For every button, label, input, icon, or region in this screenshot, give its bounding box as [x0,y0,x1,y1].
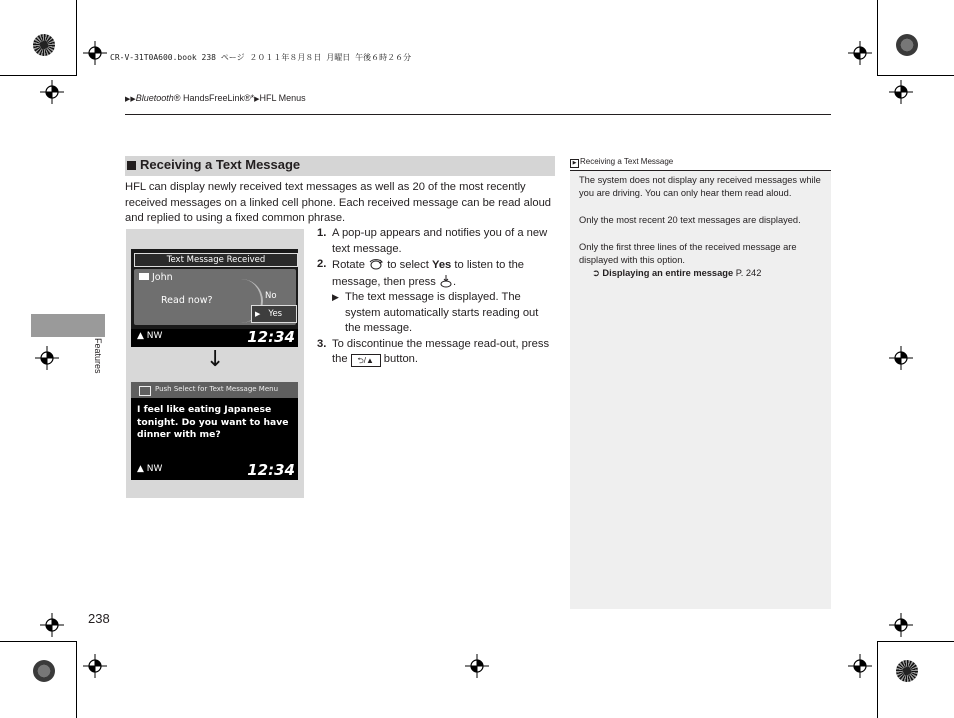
select-press-icon [439,274,453,288]
chapter-label: Features [93,338,103,374]
message-text: I feel like eating Japanese tonight. Do you want to have dinner with me? [137,404,289,441]
color-rosette-bl [33,660,55,682]
print-header: CR-V-31T0A600.book 238 ページ ２０１１年８月８日 月曜日 午後６時２６分 [110,53,412,62]
crop-line [76,641,77,718]
registration-mark-icon [848,654,872,678]
note-paragraph: The system does not display any received messages while you are driving. You can only hear them read aloud. [579,175,821,198]
registration-mark-icon [40,80,64,104]
screen-message-text [131,382,298,480]
select-hint-icon [139,386,151,396]
note-box-header [570,155,831,171]
color-rosette-tl [33,34,55,56]
crop-line [0,641,77,642]
square-bullet-icon [127,161,136,170]
option-yes: ▶ Yes [251,305,297,323]
crop-line [0,75,77,76]
triangle-bullet-icon: ▶▶ [125,96,136,103]
crop-line [877,641,954,642]
hint-text: Push Select for Text Message Menu [155,385,279,393]
clock-readout: 12:34 [247,461,295,479]
read-now-prompt: Read now? [161,295,213,306]
registration-mark-icon [83,654,107,678]
registration-mark-icon [889,346,913,370]
breadcrumb [125,93,306,103]
intro-paragraph: HFL can display newly received text messages as well as 20 of the most recently received messages on a linked cell phone. Each received message can be read aloud and replied to using a fixed common phrase. [125,181,552,225]
section-heading [125,156,555,176]
cross-reference-link[interactable]: ➲ Displaying an entire message P. 242 [592,268,762,278]
pointer-icon: ▶ [255,310,261,318]
compass-arrow-icon: ▲ [137,331,144,341]
chapter-tab [31,314,105,337]
color-rosette-tr [896,34,918,56]
registration-mark-icon [35,346,59,370]
option-no: No [265,291,277,301]
registration-mark-icon [83,41,107,65]
screen-message-received [131,249,298,347]
instruction-steps [317,226,557,368]
breadcrumb-handsfreelink: ® HandsFreeLink®* [173,93,255,103]
breadcrumb-hfl-menus: HFL Menus [259,93,306,103]
step-1: 1. A pop-up appears and notifies you of a new text message. [317,227,548,255]
interface-dial-icon [368,257,384,271]
cross-reference-icon: ➲ [592,268,600,278]
clock-readout: 12:34 [247,328,295,346]
section-title: Receiving a Text Message [140,157,301,172]
header-rule [125,114,831,115]
compass-readout: ▲ NW [137,331,163,341]
step-2: 2. Rotate to select Yes to listen to the message, then press . [317,258,525,288]
step-3: 3. To discontinue the message read-out, press the ⮌/▲ button. [317,337,550,365]
note-paragraph: Only the most recent 20 text messages are displayed. [579,215,801,225]
crop-line [877,75,954,76]
crop-line [76,0,77,76]
mail-icon [139,273,149,280]
registration-mark-icon [465,654,489,678]
crop-line [877,641,878,718]
step-2-result: ▶ The text message is displayed. The system automatically starts reading out the message. [332,291,539,334]
registration-mark-icon [848,41,872,65]
note-box-title: Receiving a Text Message [580,157,674,166]
registration-mark-icon [889,613,913,637]
registration-mark-icon [40,613,64,637]
registration-mark-icon [889,80,913,104]
reference-icon: ▶ [570,159,579,168]
note-box [570,155,831,609]
sender-name: John [139,272,173,283]
color-rosette-br [896,660,918,682]
breadcrumb-bluetooth: Bluetooth [135,93,174,103]
page-number: 238 [88,611,110,626]
compass-arrow-icon: ▲ [137,464,144,474]
note-box-body [579,174,827,280]
screen-illustration [126,229,304,498]
compass-readout: ▲ NW [137,464,163,474]
note-paragraph: Only the first three lines of the received message are displayed with this option. ➲ Displaying an entire message P. 242 [579,241,827,280]
crop-line [877,0,878,76]
screen-title: Text Message Received [134,253,298,267]
triangle-bullet-icon: ▶ [332,292,339,302]
triangle-bullet-icon: ▶ [254,96,260,103]
down-arrow-icon: ↓ [206,347,225,372]
back-button-icon: ⮌/▲ [351,354,381,367]
